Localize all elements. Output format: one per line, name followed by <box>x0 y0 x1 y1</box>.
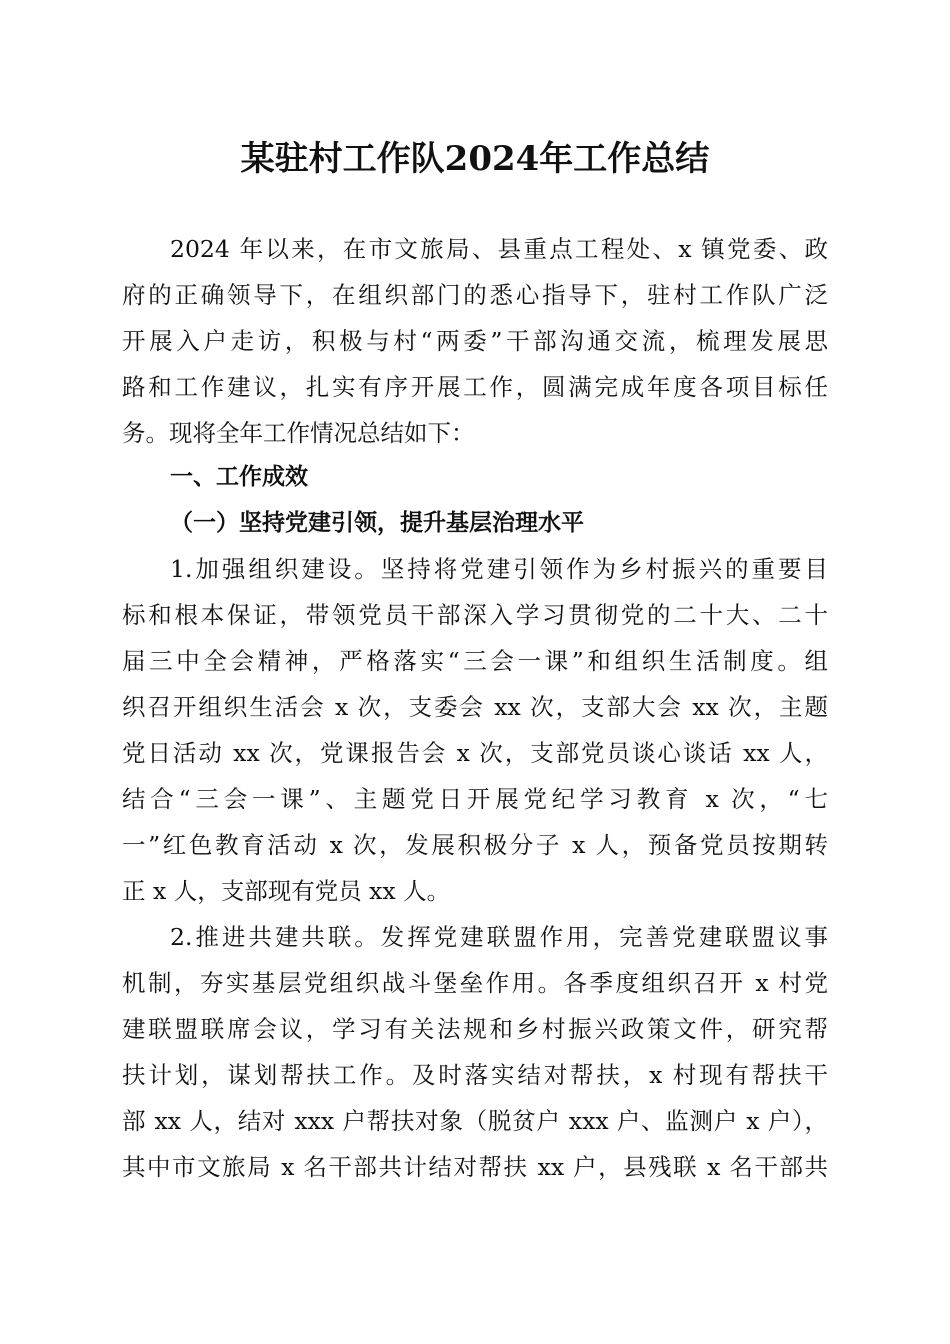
document-title: 某驻村工作队2024年工作总结 <box>240 139 710 179</box>
section-heading: 一、工作成效 <box>170 464 308 490</box>
paragraph-line: 路和工作建议，扎实有序开展工作，圆满完成年度各项目标任 <box>122 373 828 401</box>
paragraph-line: 2.推进共建共联。发挥党建联盟作用，完善党建联盟议事 <box>170 923 828 951</box>
paragraph-line: 织召开组织生活会 x 次，支委会 xx 次，支部大会 xx 次，主题 <box>122 693 828 721</box>
paragraph-line: 一”红色教育活动 x 次，发展积极分子 x 人，预备党员按期转 <box>122 831 828 859</box>
paragraph-line: 机制，夯实基层党组织战斗堡垒作用。各季度组织召开 x 村党 <box>122 969 828 997</box>
paragraph-line: 务。现将全年工作情况总结如下： <box>122 419 475 447</box>
paragraph-line: 建联盟联席会议，学习有关法规和乡村振兴政策文件，研究帮 <box>122 1015 828 1043</box>
paragraph-line: 部 xx 人，结对 xxx 户帮扶对象（脱贫户 xxx 户、监测户 x 户）， <box>122 1107 828 1135</box>
paragraph-line: 府的正确领导下，在组织部门的悉心指导下，驻村工作队广泛 <box>122 281 828 309</box>
paragraph-line: 扶计划，谋划帮扶工作。及时落实结对帮扶，x 村现有帮扶干 <box>122 1061 828 1089</box>
paragraph-line: 1.加强组织建设。坚持将党建引领作为乡村振兴的重要目 <box>170 555 828 583</box>
paragraph-line: 届三中全会精神，严格落实“三会一课”和组织生活制度。组 <box>122 647 828 675</box>
paragraph-line: 结合“三会一课”、主题党日开展党纪学习教育 x 次，“七 <box>122 785 828 813</box>
paragraph-line: 其中市文旅局 x 名干部共计结对帮扶 xx 户，县残联 x 名干部共 <box>122 1153 828 1181</box>
paragraph-line: 开展入户走访，积极与村“两委”干部沟通交流，梳理发展思 <box>122 327 828 355</box>
paragraph-line: 标和根本保证，带领党员干部深入学习贯彻党的二十大、二十 <box>122 601 828 629</box>
paragraph-line: 2024 年以来，在市文旅局、县重点工程处、x 镇党委、政 <box>170 235 828 263</box>
subsection-heading: （一）坚持党建引领，提升基层治理水平 <box>170 509 584 536</box>
paragraph-line: 正 x 人，支部现有党员 xx 人。 <box>122 877 451 905</box>
paragraph-line: 党日活动 xx 次，党课报告会 x 次，支部党员谈心谈话 xx 人， <box>122 739 828 767</box>
